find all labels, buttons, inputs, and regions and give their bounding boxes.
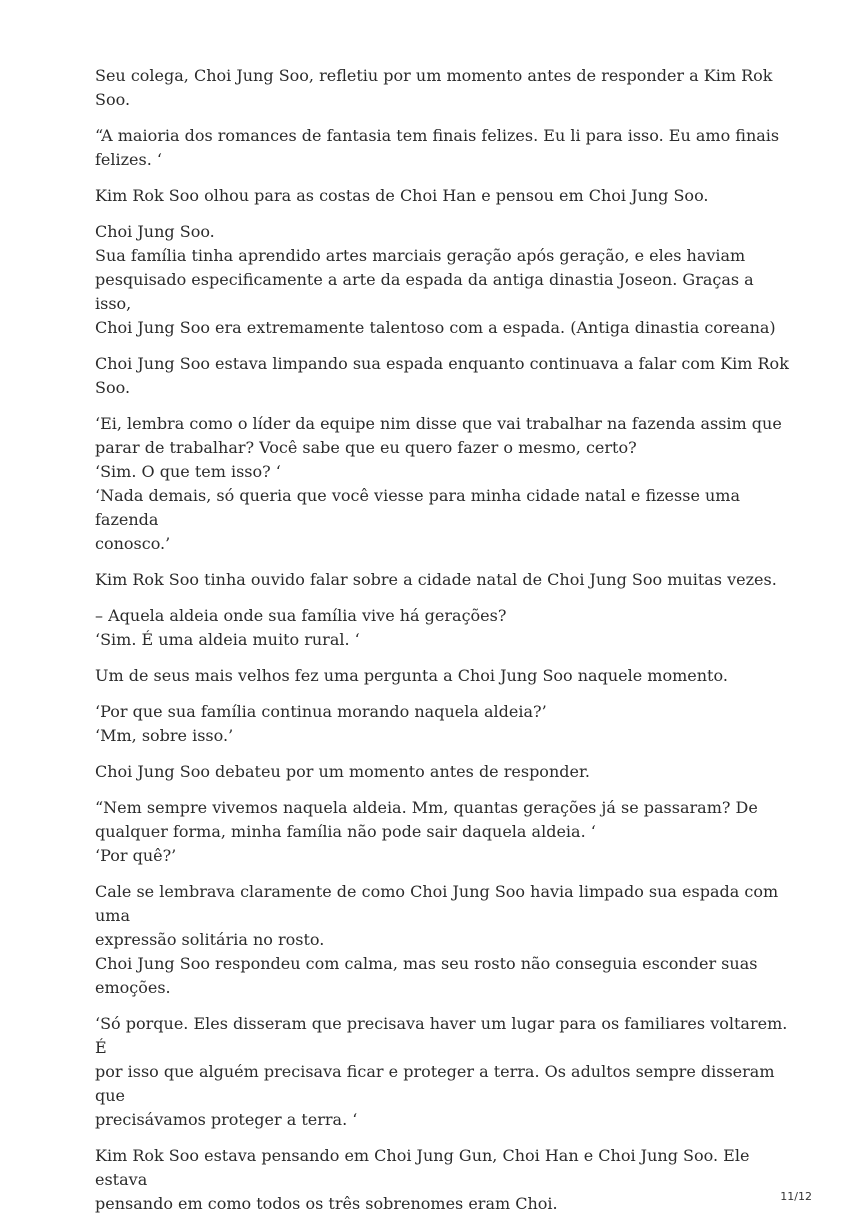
paragraph-10: ‘Por que sua família continua morando naquela aldeia?’ ‘Mm, sobre isso.’ <box>95 702 547 745</box>
page-number: 11/12 <box>780 1190 812 1203</box>
paragraph-6: ‘Ei, lembra como o líder da equipe nim disse que vai trabalhar na fazenda assim que parar de trabalhar? Você sabe que eu quero fazer o mesmo, certo? ‘Sim. O que tem isso? ‘ ‘Nada demais, só queria que você viesse para minha cidade natal e fizesse uma fazenda conosco.’ <box>95 414 782 553</box>
paragraph-13: Cale se lembrava claramente de como Choi Jung Soo havia limpado sua espada com uma expressão solitária no rosto. Choi Jung Soo respondeu com calma, mas seu rosto não conseguia esconder suas emoções. <box>95 882 779 997</box>
paragraph-5: Choi Jung Soo estava limpando sua espada enquanto continuava a falar com Kim Rok Soo. <box>95 354 789 397</box>
paragraph-2: “A maioria dos romances de fantasia tem finais felizes. Eu li para isso. Eu amo finais felizes. ‘ <box>95 126 780 169</box>
paragraph-15: Kim Rok Soo estava pensando em Choi Jung Gun, Choi Han e Choi Jung Soo. Ele estava pensando em como todos os três sobrenomes eram Choi. <box>95 1146 750 1213</box>
paragraph-3: Kim Rok Soo olhou para as costas de Choi Han e pensou em Choi Jung Soo. <box>95 186 709 205</box>
paragraph-14: ‘Só porque. Eles disseram que precisava haver um lugar para os familiares voltarem. É por isso que alguém precisava ficar e proteger a terra. Os adultos sempre disseram que precisávamos proteger a terra. ‘ <box>95 1014 788 1129</box>
paragraph-7: Kim Rok Soo tinha ouvido falar sobre a cidade natal de Choi Jung Soo muitas vezes. <box>95 570 777 589</box>
document-body <box>95 64 795 1228</box>
paragraph-4: Choi Jung Soo. Sua família tinha aprendido artes marciais geração após geração, e eles haviam pesquisado especificamente a arte da espada da antiga dinastia Joseon. Graças a isso, Choi Jung Soo era extremamente talentoso com a espada. (Antiga dinastia coreana) <box>95 222 776 337</box>
paragraph-12: “Nem sempre vivemos naquela aldeia. Mm, quantas gerações já se passaram? De qualquer forma, minha família não pode sair daquela aldeia. ‘ ‘Por quê?’ <box>95 798 758 865</box>
paragraph-11: Choi Jung Soo debateu por um momento antes de responder. <box>95 762 590 781</box>
paragraph-1: Seu colega, Choi Jung Soo, refletiu por um momento antes de responder a Kim Rok Soo. <box>95 66 773 109</box>
paragraph-8: – Aquela aldeia onde sua família vive há gerações? ‘Sim. É uma aldeia muito rural. ‘ <box>95 606 507 649</box>
paragraph-9: Um de seus mais velhos fez uma pergunta a Choi Jung Soo naquele momento. <box>95 666 728 685</box>
